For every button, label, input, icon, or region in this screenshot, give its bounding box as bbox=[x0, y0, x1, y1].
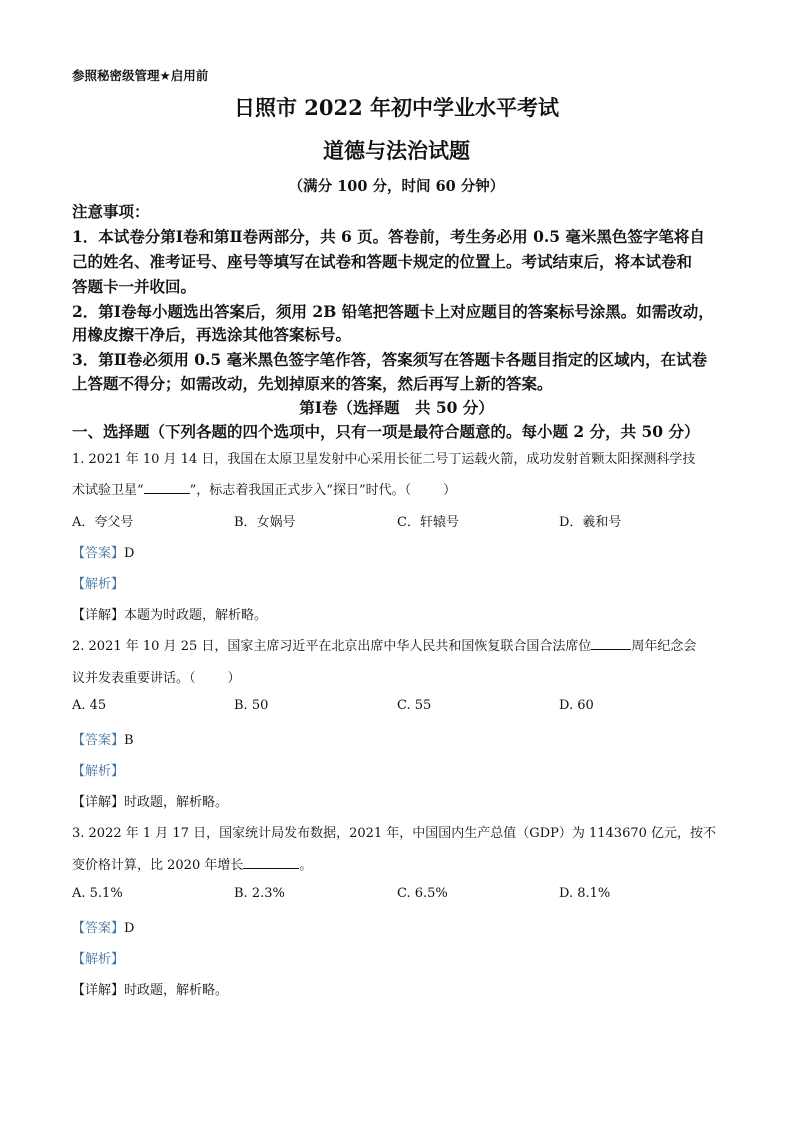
question-text: 变价格计算，比 2020 年增长 bbox=[72, 858, 244, 873]
answer-label: 【答案】 bbox=[72, 921, 125, 936]
question-1-text: 1. 2021 年 10 月 14 日，我国在太原卫星发射中心采用长征二号丁运载火箭，成功发射首颗太阳探测科学技 bbox=[72, 452, 696, 467]
question-3-text: 3. 2022 年 1 月 17 日，国家统计局发布数据，2021 年，中国国内生产总值（GDP）为 1143670 亿元，按不 bbox=[72, 826, 717, 841]
analysis-label: 【解析】 bbox=[72, 952, 125, 967]
detail-text: 时政题，解析略。 bbox=[124, 795, 229, 810]
answer-label: 【答案】 bbox=[72, 733, 125, 748]
option-a: A. 45 bbox=[72, 698, 107, 713]
question-text: 术试验卫星“ bbox=[72, 483, 144, 498]
option-b: B．女娲号 bbox=[234, 515, 296, 530]
notice-item-3-cont: 上答题不得分；如需改动，先划掉原来的答案，然后再写上新的答案。 bbox=[72, 374, 553, 393]
exam-title: 日照市 2022 年初中学业水平考试 bbox=[233, 95, 560, 120]
answer-value: B bbox=[124, 733, 134, 748]
option-c: C．轩辕号 bbox=[397, 515, 459, 530]
subject-title: 道德与法治试题 bbox=[323, 138, 470, 163]
detail-line bbox=[72, 791, 228, 810]
option-b: B. 2.3% bbox=[234, 886, 285, 901]
option-d: D. 60 bbox=[559, 698, 594, 713]
analysis-label: 【解析】 bbox=[72, 577, 125, 592]
notice-item-1: 1．本试卷分第Ⅰ卷和第Ⅱ卷两部分，共 6 页。答卷前，考生务必用 0.5 毫米黑色签字笔将自 bbox=[72, 227, 705, 246]
question-2-text bbox=[72, 635, 696, 654]
notice-item-2: 2．第Ⅰ卷每小题选出答案后，须用 2B 铅笔把答题卡上对应题目的答案标号涂黑。如需改动， bbox=[72, 302, 714, 321]
option-b: B. 50 bbox=[234, 698, 269, 713]
question-text: 2. 2021 年 10 月 25 日，国家主席习近平在北京出席中华人民共和国恢复联合国合法席位 bbox=[72, 639, 592, 654]
option-c: C. 55 bbox=[397, 698, 432, 713]
fill-blank bbox=[591, 637, 631, 650]
confidential-label: 参照秘密级管理★启用前 bbox=[72, 68, 209, 83]
option-c: C. 6.5% bbox=[397, 886, 448, 901]
option-d: D．羲和号 bbox=[559, 515, 622, 530]
notice-item-1-cont: 己的姓名、准考证号、座号等填写在试卷和答题卡规定的位置上。考试结束后，将本试卷和 bbox=[72, 252, 693, 271]
question-text: 周年纪念会 bbox=[631, 639, 697, 654]
answer-value: D bbox=[124, 546, 135, 561]
question-2-text-cont bbox=[72, 667, 241, 686]
fill-blank bbox=[243, 856, 299, 869]
answer-line bbox=[72, 542, 134, 561]
fill-blank bbox=[144, 481, 190, 494]
option-d: D. 8.1% bbox=[559, 886, 611, 901]
question-text: ） bbox=[443, 483, 457, 498]
answer-value: D bbox=[124, 921, 135, 936]
analysis-label: 【解析】 bbox=[72, 764, 125, 779]
question-text: ） bbox=[227, 671, 241, 686]
question-text: ”，标志着我国正式步入“探日”时代。（ bbox=[189, 483, 412, 498]
question-text: 。 bbox=[299, 858, 313, 873]
option-a: A. 5.1% bbox=[72, 886, 123, 901]
detail-label: 【详解】 bbox=[72, 608, 125, 623]
answer-line bbox=[72, 729, 134, 748]
detail-label: 【详解】 bbox=[72, 795, 125, 810]
question-3-text-cont bbox=[72, 854, 312, 873]
notice-heading: 注意事项： bbox=[72, 202, 150, 221]
detail-line bbox=[72, 604, 267, 623]
notice-item-2-cont: 用橡皮擦干净后，再选涂其他答案标号。 bbox=[72, 325, 352, 344]
notice-item-3: 3．第Ⅱ卷必须用 0.5 毫米黑色签字笔作答，答案须写在答题卡各题目指定的区域内，在试卷 bbox=[72, 350, 708, 369]
question-1-text-cont bbox=[72, 479, 456, 498]
answer-line bbox=[72, 917, 134, 936]
detail-label: 【详解】 bbox=[72, 983, 125, 998]
detail-text: 本题为时政题，解析略。 bbox=[124, 608, 268, 623]
detail-text: 时政题，解析略。 bbox=[124, 983, 229, 998]
section-title: 一、选择题（下列各题的四个选项中，只有一项是最符合题意的。每小题 2 分，共 50 分） bbox=[72, 422, 700, 441]
exam-subtitle: （满分 100 分，时间 60 分钟） bbox=[288, 178, 505, 195]
question-text: 议并发表重要讲话。（ bbox=[72, 671, 196, 686]
part-title: 第Ⅰ卷（选择题 共 50 分） bbox=[299, 398, 494, 417]
notice-item-1-cont: 答题卡一并收回。 bbox=[72, 277, 197, 296]
answer-label: 【答案】 bbox=[72, 546, 125, 561]
option-a: A．夸父号 bbox=[72, 515, 134, 530]
detail-line bbox=[72, 979, 228, 998]
